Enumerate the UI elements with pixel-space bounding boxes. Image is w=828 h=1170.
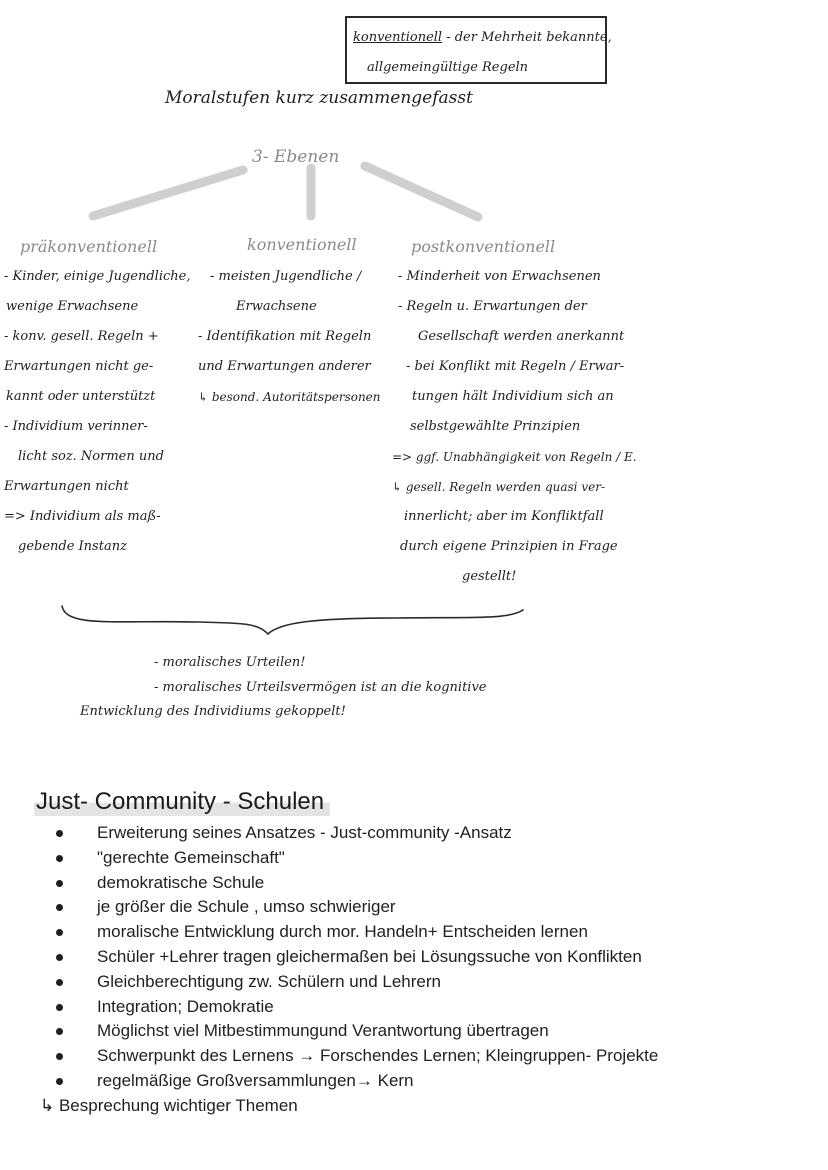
levels-title: 3- Ebenen — [252, 147, 340, 167]
note-line: - Minderheit von Erwachsenen — [398, 269, 601, 284]
connector-right — [365, 166, 478, 217]
levels-tree-connectors — [0, 0, 828, 260]
summary-line-1: - moralisches Urteilen! — [154, 655, 306, 670]
list-item: "gerechte Gemeinschaft" — [56, 846, 658, 871]
definition-line-2: allgemeingültige Regeln — [367, 60, 529, 75]
note-line: - Identifikation mit Regeln — [198, 329, 372, 344]
summary-line-3: Entwicklung des Individiums gekoppelt! — [80, 704, 346, 719]
list-item: Integration; Demokratie — [56, 995, 658, 1020]
list-item: Erweiterung seines Ansatzes - Just-community -Ansatz — [56, 821, 658, 846]
definition-term: konventionell — [353, 30, 443, 45]
list-item: demokratische Schule — [56, 871, 658, 896]
just-community-list — [56, 821, 658, 1094]
summary-brace — [58, 598, 528, 640]
note-line: Erwachsene — [236, 299, 317, 314]
note-line: Erwartungen nicht — [4, 479, 129, 494]
level-title-postconventional: postkonventionell — [411, 237, 556, 256]
list-item: Schwerpunkt des Lernens → Forschendes Lernen; Kleingruppen- Projekte — [56, 1044, 658, 1069]
note-line: selbstgewählte Prinzipien — [410, 419, 581, 434]
level-preconventional-notes — [4, 262, 190, 562]
note-line: ↳ gesell. Regeln werden quasi ver- — [392, 480, 605, 494]
connector-left — [93, 170, 243, 216]
list-item: je größer die Schule , umso schwieriger — [56, 895, 658, 920]
note-line: Erwartungen nicht ge- — [4, 359, 154, 374]
list-item: Gleichberechtigung zw. Schülern und Lehrern — [56, 970, 658, 995]
note-line: - bei Konflikt mit Regeln / Erwar- — [406, 359, 625, 374]
just-community-footer: ↳ Besprechung wichtiger Themen — [40, 1096, 298, 1115]
note-line: innerlicht; aber im Konfliktfall — [404, 509, 604, 524]
definition-line-1-rest: - der Mehrheit bekannte, — [442, 30, 612, 45]
note-line: licht soz. Normen und — [18, 449, 164, 464]
note-line: Gesellschaft werden anerkannt — [418, 329, 625, 344]
note-line: - Kinder, einige Jugendliche, — [4, 269, 191, 284]
summary-line-2: - moralisches Urteilsvermögen ist an die kognitive — [154, 680, 487, 695]
level-postconventional-notes — [392, 262, 637, 592]
note-line: und Erwartungen anderer — [198, 359, 371, 374]
level-title-conventional: konventionell — [247, 235, 357, 254]
note-line: durch eigene Prinzipien in Frage — [400, 539, 618, 554]
level-title-preconventional: präkonventionell — [20, 237, 158, 256]
note-line: => Individium als maß- — [4, 509, 161, 524]
page-heading: Moralstufen kurz zusammengefasst — [165, 88, 473, 108]
list-item: Schüler +Lehrer tragen gleichermaßen bei Lösungssuche von Konflikten — [56, 945, 658, 970]
note-line: - Regeln u. Erwartungen der — [398, 299, 587, 314]
note-line: - konv. gesell. Regeln + — [4, 329, 159, 344]
note-line: - meisten Jugendliche / — [210, 269, 362, 284]
note-line: kannt oder unterstützt — [6, 389, 156, 404]
brace-path — [62, 606, 523, 634]
note-line: - Individium verinner- — [4, 419, 148, 434]
note-line: gestellt! — [462, 569, 517, 584]
note-line: tungen hält Individium sich an — [412, 389, 614, 404]
just-community-title: Just- Community - Schulen — [34, 788, 330, 816]
level-conventional-notes — [198, 262, 381, 412]
note-line: => ggf. Unabhängigkeit von Regeln / E. — [392, 450, 637, 464]
list-item: moralische Entwicklung durch mor. Handeln+ Entscheiden lernen — [56, 920, 658, 945]
list-item: Möglichst viel Mitbestimmungund Verantwortung übertragen — [56, 1019, 658, 1044]
list-item: regelmäßige Großversammlungen→ Kern — [56, 1069, 658, 1094]
note-line: ↳ besond. Autoritätspersonen — [198, 390, 381, 404]
note-line: wenige Erwachsene — [6, 299, 139, 314]
note-line: gebende Instanz — [18, 539, 127, 554]
